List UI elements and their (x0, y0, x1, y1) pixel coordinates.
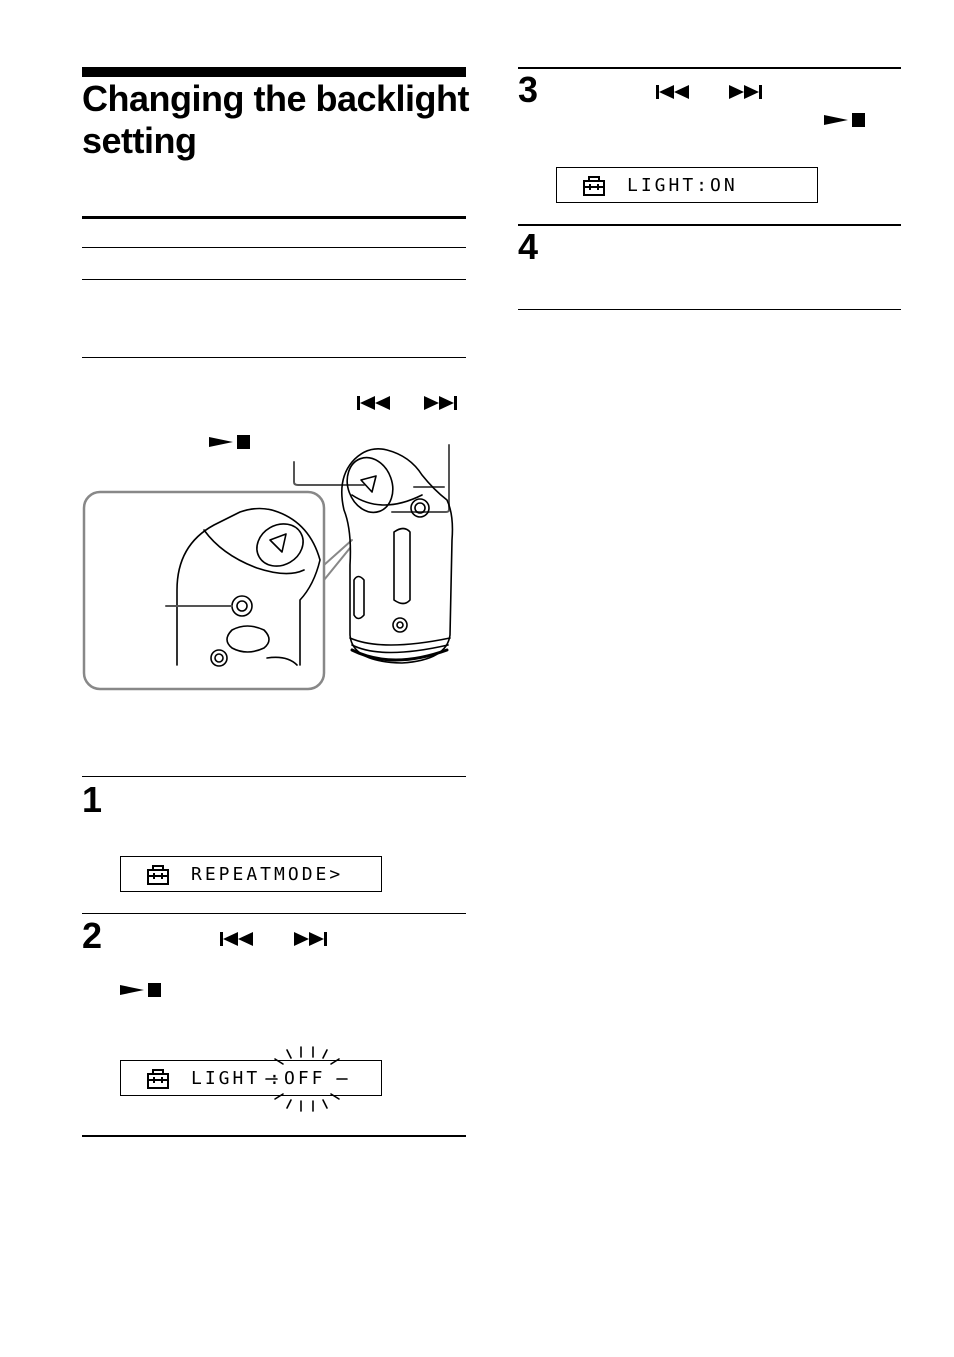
display-light-on (556, 167, 818, 203)
step-2-rule (82, 913, 466, 914)
play-stop-icon (120, 982, 162, 998)
blink-rays-icon (261, 1045, 351, 1113)
menu-toolbox-icon (147, 1069, 169, 1089)
step-4-rule (518, 224, 901, 226)
step-2-bottom-rule (82, 1135, 466, 1137)
next-track-icon (729, 85, 765, 99)
step-2-number: 2 (82, 915, 103, 956)
device-illustration (82, 440, 466, 695)
prev-track-icon (357, 396, 393, 410)
next-track-icon (424, 396, 460, 410)
step-1-rule (82, 776, 466, 777)
display-text-separator: : (269, 1068, 283, 1089)
display-text-blinking: OFF (284, 1068, 326, 1089)
display-light-off (120, 1060, 382, 1096)
table-top-rule (82, 216, 466, 219)
display-text: REPEATMODE> (191, 864, 344, 885)
step-4-number: 4 (518, 226, 539, 267)
display-text-left: LIGHT (191, 1068, 261, 1089)
prev-track-icon (220, 932, 256, 946)
step-1-number: 1 (82, 779, 103, 820)
menu-toolbox-icon (147, 865, 169, 885)
step-3-rule (518, 67, 901, 69)
step-3-number: 3 (518, 69, 539, 110)
next-track-icon (294, 932, 330, 946)
display-text: LIGHT:ON (627, 175, 738, 196)
table-rule-2 (82, 279, 466, 280)
table-bottom-rule (82, 357, 466, 358)
step-4-bottom-rule (518, 309, 901, 310)
play-stop-icon (824, 112, 866, 128)
display-repeatmode (120, 856, 382, 892)
prev-track-icon (656, 85, 692, 99)
title-top-rule (82, 67, 466, 77)
menu-toolbox-icon (583, 176, 605, 196)
table-rule-1 (82, 247, 466, 248)
page-title: Changing the backlight setting (82, 78, 470, 161)
